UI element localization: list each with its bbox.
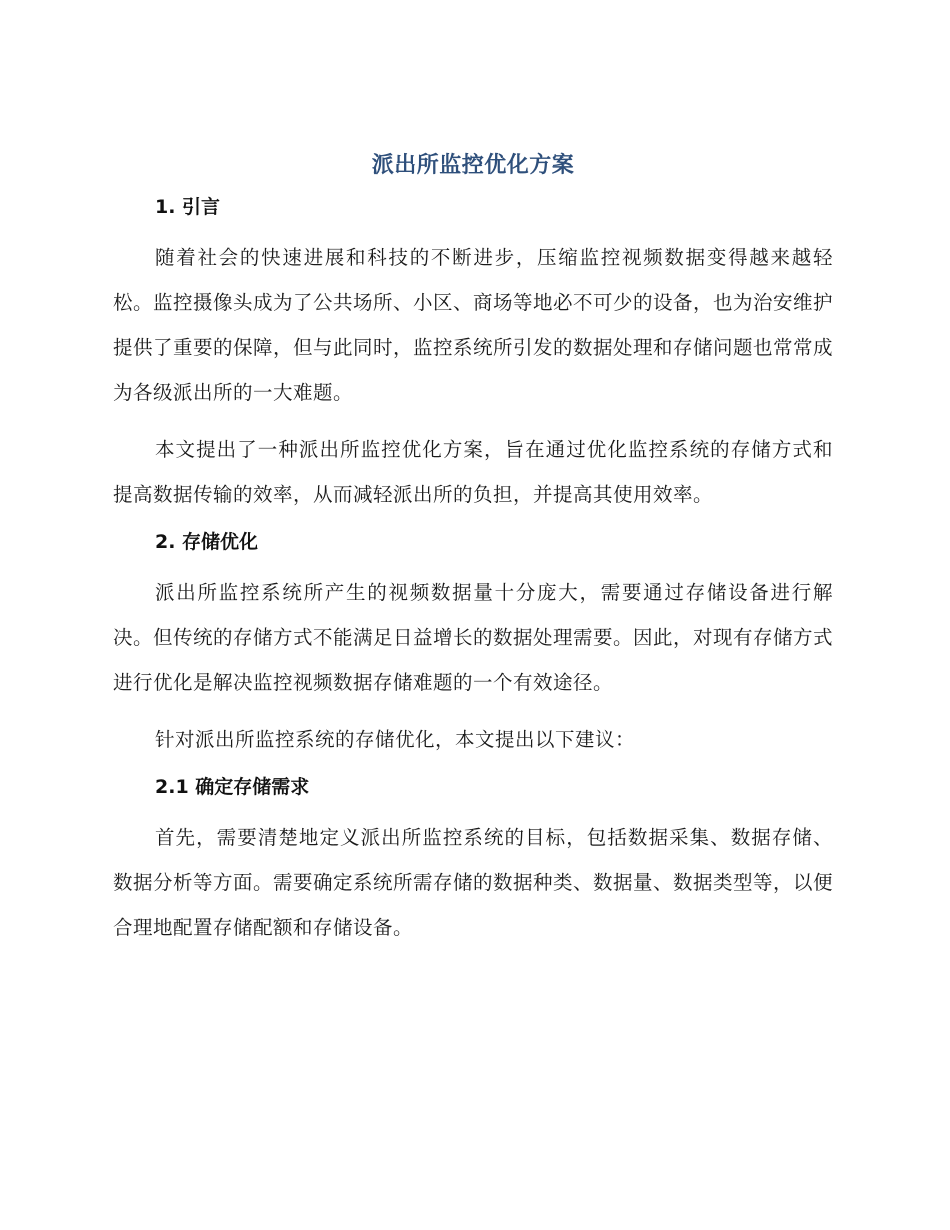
section-heading-storage-optimization: 2. 存储优化 xyxy=(155,531,259,553)
section-heading-introduction: 1. 引言 xyxy=(155,196,221,218)
paragraph: 派出所监控系统所产生的视频数据量十分庞大，需要通过存储设备进行解决。但传统的存储方式不能满足日益增长的数据处理需要。因此，对现有存储方式进行优化是解决监控视频数据存储难题的一个有效途径。 xyxy=(113,581,834,694)
document-body xyxy=(113,140,833,950)
section-heading-storage-requirements: 2.1 确定存储需求 xyxy=(155,776,310,798)
paragraph: 本文提出了一种派出所监控优化方案，旨在通过优化监控系统的存储方式和提高数据传输的效率，从而减轻派出所的负担，并提高其使用效率。 xyxy=(113,438,833,506)
paragraph: 针对派出所监控系统的存储优化，本文提出以下建议： xyxy=(155,728,636,751)
document-title: 派出所监控优化方案 xyxy=(371,153,575,178)
paragraph: 随着社会的快速进展和科技的不断进步，压缩监控视频数据变得越来越轻松。监控摄像头成为了公共场所、小区、商场等地必不可少的设备，也为治安维护提供了重要的保障，但与此同时，监控系统所引发的数据处理和存储问题也常常成为各级派出所的一大难题。 xyxy=(113,246,834,404)
paragraph: 首先，需要清楚地定义派出所监控系统的目标，包括数据采集、数据存储、数据分析等方面。需要确定系统所需存储的数据种类、数据量、数据类型等，以便合理地配置存储配额和存储设备。 xyxy=(113,826,834,939)
